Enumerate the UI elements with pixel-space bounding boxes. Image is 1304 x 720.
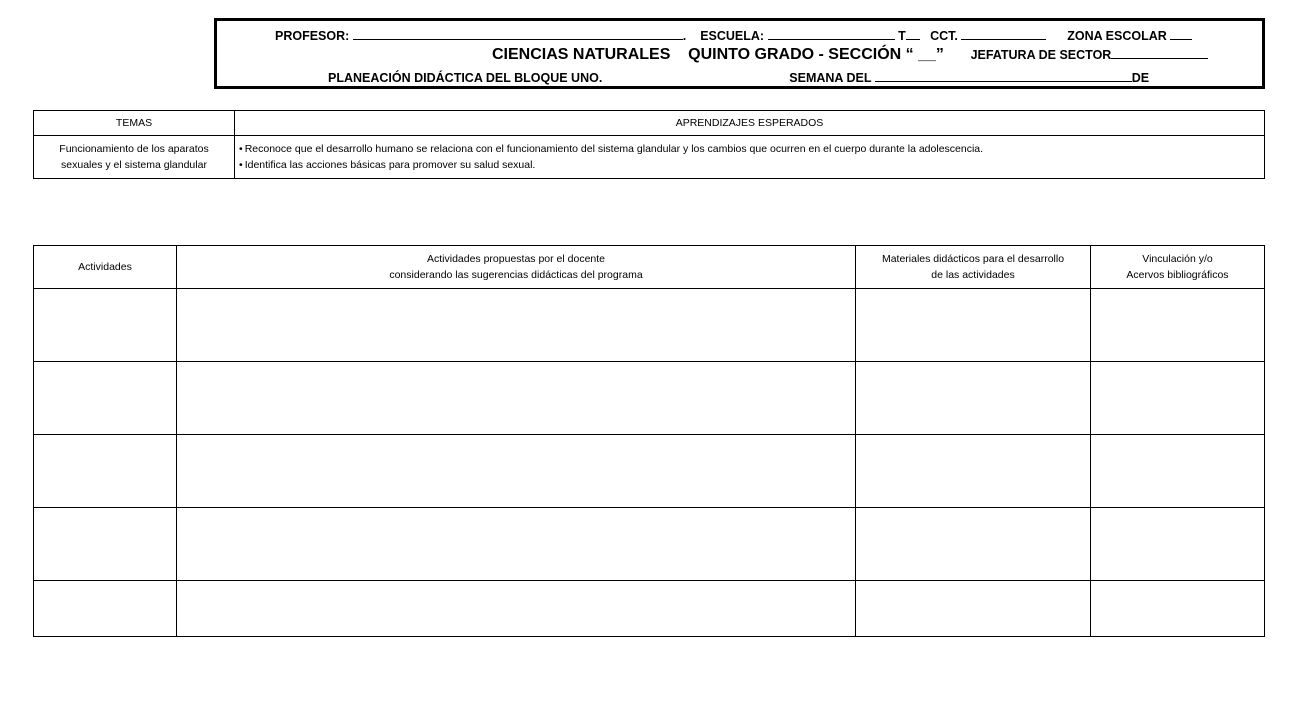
- actividad-cell[interactable]: [34, 508, 177, 581]
- materiales-cell[interactable]: [856, 289, 1091, 362]
- header-box: [214, 18, 1265, 89]
- vinculacion-header-line: Vinculación y/o: [1142, 253, 1213, 265]
- actividad-cell[interactable]: [34, 362, 177, 435]
- aprendizaje-item: • Identifica las acciones básicas para promover su salud sexual.: [239, 157, 1260, 173]
- table-row: [34, 435, 1265, 508]
- t-blank[interactable]: [906, 28, 920, 40]
- materiales-cell[interactable]: [856, 581, 1091, 637]
- materiales-header-line: de las actividades: [931, 269, 1015, 281]
- vinculacion-cell[interactable]: [1091, 289, 1265, 362]
- temas-header: TEMAS: [34, 111, 235, 136]
- materiales-cell[interactable]: [856, 508, 1091, 581]
- de-label: DE: [1131, 71, 1150, 85]
- vinculacion-cell[interactable]: [1091, 362, 1265, 435]
- vinculacion-header-line: Acervos bibliográficos: [1126, 269, 1229, 281]
- grade-section: QUINTO GRADO - SECCIÓN “ __”: [688, 46, 944, 63]
- propuesta-cell[interactable]: [177, 508, 856, 581]
- table-row: [34, 362, 1265, 435]
- t-label: T: [898, 29, 906, 43]
- vinculacion-cell[interactable]: [1091, 508, 1265, 581]
- propuestas-header-line: considerando las sugerencias didácticas del programa: [389, 269, 643, 281]
- subject-title: CIENCIAS NATURALES: [492, 46, 671, 63]
- vinculacion-cell[interactable]: [1091, 581, 1265, 637]
- propuesta-cell[interactable]: [177, 362, 856, 435]
- jefatura-label: JEFATURA DE SECTOR: [970, 48, 1112, 62]
- profesor-blank[interactable]: [353, 28, 683, 40]
- aprendizajes-cell: [235, 136, 1265, 179]
- escuela-blank[interactable]: [768, 28, 895, 40]
- planeacion-label: PLANEACIÓN DIDÁCTICA DEL BLOQUE UNO.: [328, 71, 603, 85]
- semana-label: SEMANA DEL: [789, 71, 872, 85]
- header-line-2: [492, 46, 1208, 64]
- actividad-cell[interactable]: [34, 581, 177, 637]
- aprendizajes-header: APRENDIZAJES ESPERADOS: [235, 111, 1265, 136]
- table-row: [34, 508, 1265, 581]
- propuesta-cell[interactable]: [177, 581, 856, 637]
- topics-table: [33, 110, 1265, 179]
- propuesta-cell[interactable]: [177, 289, 856, 362]
- vinculacion-header: [1091, 246, 1265, 289]
- tema-cell: Funcionamiento de los aparatos sexuales y el sistema glandular: [34, 136, 235, 179]
- profesor-end: .: [682, 29, 687, 43]
- materiales-header-line: Materiales didácticos para el desarrollo: [881, 253, 1065, 265]
- actividades-header: Actividades: [34, 246, 177, 289]
- zona-blank[interactable]: [1170, 28, 1192, 40]
- actividad-cell[interactable]: [34, 289, 177, 362]
- materiales-cell[interactable]: [856, 435, 1091, 508]
- materiales-header: [856, 246, 1091, 289]
- table-row: [34, 581, 1265, 637]
- header-line-3: [328, 70, 1149, 85]
- propuestas-header-line: Actividades propuestas por el docente: [426, 253, 606, 265]
- profesor-label: PROFESOR:: [275, 29, 350, 43]
- propuesta-cell[interactable]: [177, 435, 856, 508]
- table-row: [34, 289, 1265, 362]
- vinculacion-cell[interactable]: [1091, 435, 1265, 508]
- aprendizajes-list: [239, 141, 1260, 173]
- materiales-cell[interactable]: [856, 362, 1091, 435]
- cct-label: CCT.: [930, 29, 958, 43]
- escuela-label: ESCUELA:: [700, 29, 765, 43]
- semana-blank[interactable]: [875, 70, 1132, 82]
- zona-label: ZONA ESCOLAR: [1067, 29, 1167, 43]
- actividad-cell[interactable]: [34, 435, 177, 508]
- header-line-1: [275, 28, 1192, 43]
- propuestas-header: [177, 246, 856, 289]
- activities-table: [33, 245, 1265, 637]
- cct-blank[interactable]: [961, 28, 1046, 40]
- jefatura-blank[interactable]: [1111, 47, 1208, 59]
- aprendizaje-item: • Reconoce que el desarrollo humano se relaciona con el funcionamiento del sistema glandular y los cambios que ocurren en el cuerpo durante la adolescencia.: [239, 141, 1260, 157]
